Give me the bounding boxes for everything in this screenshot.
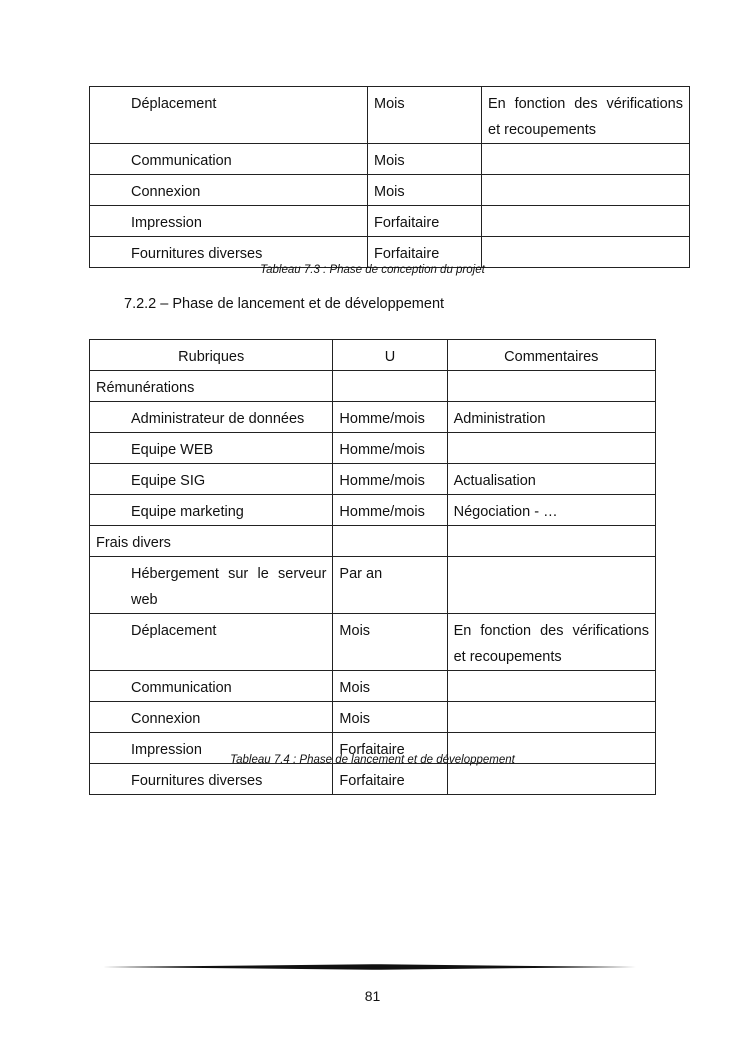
header-comments: Commentaires <box>447 340 655 371</box>
row-comment <box>482 237 690 268</box>
page-number: 81 <box>364 988 381 1004</box>
table-row <box>90 175 690 206</box>
table-phase-lancement <box>89 339 656 795</box>
row-label: Connexion <box>90 175 368 206</box>
row-unit: Mois <box>333 614 447 671</box>
row-label: Equipe marketing <box>90 495 333 526</box>
row-unit: Homme/mois <box>333 464 447 495</box>
table-row <box>90 433 656 464</box>
table-header-row <box>90 340 656 371</box>
row-comment: Administration <box>447 402 655 433</box>
group-row-remunerations <box>90 371 656 402</box>
table-row <box>90 144 690 175</box>
row-comment <box>447 702 655 733</box>
row-unit: Homme/mois <box>333 433 447 464</box>
group-row-frais-divers <box>90 526 656 557</box>
row-comment <box>482 175 690 206</box>
group-label: Rémunérations <box>90 371 333 402</box>
row-label: Administrateur de données <box>90 402 333 433</box>
row-comment: Négociation - … <box>447 495 655 526</box>
row-label: Communication <box>90 144 368 175</box>
row-unit: Par an <box>333 557 447 614</box>
row-label: Impression <box>90 206 368 237</box>
table-row <box>90 237 690 268</box>
row-unit: Forfaitaire <box>333 764 447 795</box>
empty-cell <box>333 526 447 557</box>
empty-cell <box>333 371 447 402</box>
row-comment: En fonction des vérifications et recoupements <box>447 614 655 671</box>
table-row <box>90 464 656 495</box>
row-unit: Forfaitaire <box>368 237 482 268</box>
row-unit: Forfaitaire <box>333 733 447 764</box>
header-rubriques: Rubriques <box>90 340 333 371</box>
row-label: Communication <box>90 671 333 702</box>
table-row <box>90 87 690 144</box>
section-title: 7.2.2 – Phase de lancement et de développement <box>124 296 445 312</box>
table-row <box>90 402 656 433</box>
table-phase-conception <box>89 86 690 268</box>
table-caption-7-3: Tableau 7.3 : Phase de conception du projet <box>260 264 485 276</box>
row-label: Connexion <box>90 702 333 733</box>
row-unit: Mois <box>333 702 447 733</box>
footer-divider <box>103 961 641 973</box>
row-comment <box>447 764 655 795</box>
table-caption-7-4: Tableau 7.4 : Phase de lancement et de développement <box>230 754 515 766</box>
table-row <box>90 206 690 237</box>
table-row <box>90 671 656 702</box>
row-label: Equipe SIG <box>90 464 333 495</box>
row-unit: Mois <box>368 87 482 144</box>
row-label: Déplacement <box>90 614 333 671</box>
table-row <box>90 764 656 795</box>
header-unit: U <box>333 340 447 371</box>
row-unit: Mois <box>333 671 447 702</box>
row-label: Déplacement <box>90 87 368 144</box>
row-unit: Homme/mois <box>333 495 447 526</box>
table-row <box>90 614 656 671</box>
row-unit: Homme/mois <box>333 402 447 433</box>
table-row <box>90 495 656 526</box>
row-unit: Mois <box>368 144 482 175</box>
row-unit: Forfaitaire <box>368 206 482 237</box>
row-label: Fournitures diverses <box>90 764 333 795</box>
row-unit: Mois <box>368 175 482 206</box>
row-comment <box>447 671 655 702</box>
row-label: Fournitures diverses <box>90 237 368 268</box>
row-comment <box>447 433 655 464</box>
row-comment: En fonction des vérifications et recoupements <box>482 87 690 144</box>
row-label: Hébergement sur le serveur web <box>90 557 333 614</box>
row-label: Equipe WEB <box>90 433 333 464</box>
row-comment: Actualisation <box>447 464 655 495</box>
row-comment <box>482 206 690 237</box>
empty-cell <box>447 526 655 557</box>
row-comment <box>447 557 655 614</box>
row-label: Impression <box>90 733 333 764</box>
table-row <box>90 557 656 614</box>
row-comment <box>482 144 690 175</box>
table-row <box>90 702 656 733</box>
empty-cell <box>447 371 655 402</box>
group-label: Frais divers <box>90 526 333 557</box>
